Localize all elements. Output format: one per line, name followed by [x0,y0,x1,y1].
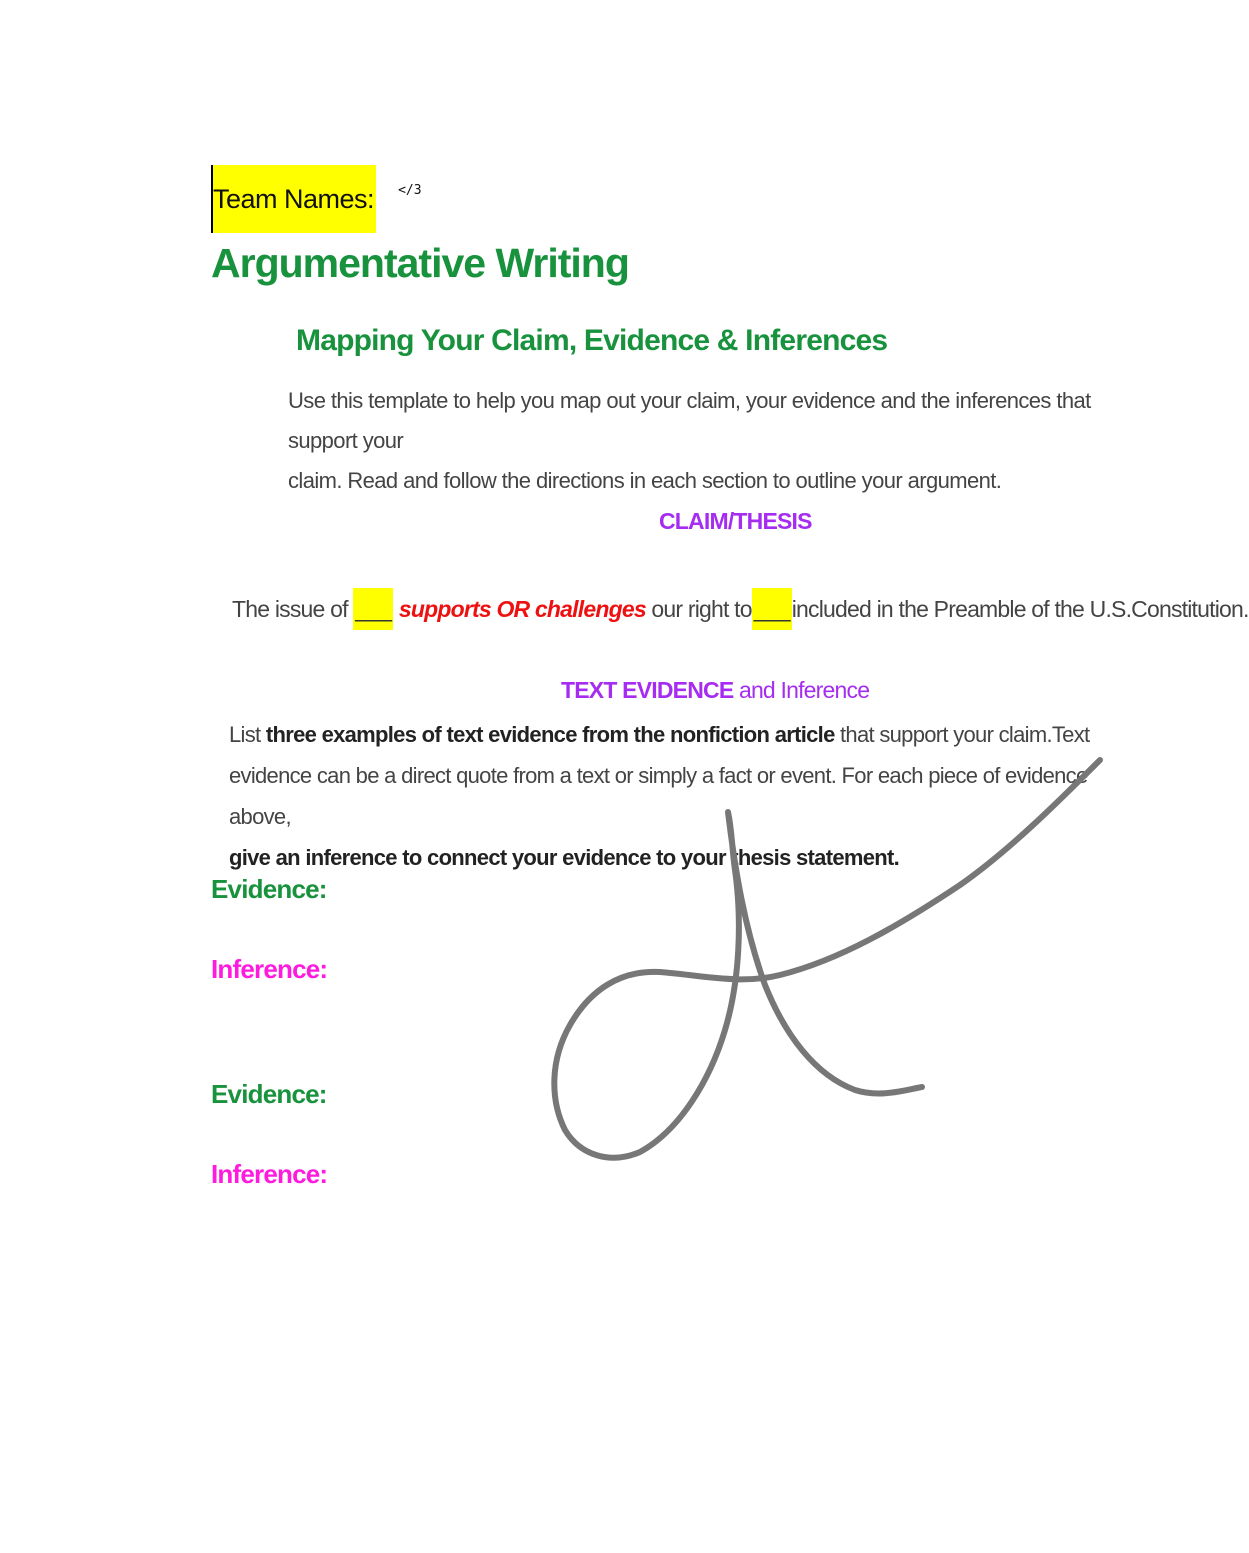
claim-text-part-1: The issue of [232,596,354,622]
evidence-heading-strong: TEXT EVIDENCE [561,677,734,703]
directions-text: List [229,722,266,747]
team-names-value[interactable]: </3 [398,182,422,198]
evidence-1-label: Evidence: [211,874,327,904]
evidence-2-label: Evidence: [211,1079,327,1109]
inference-1-label: Inference: [211,954,328,984]
evidence-heading [561,677,869,704]
team-names-label: Team Names: [211,165,376,233]
directions-line-1 [229,714,1129,755]
page-subtitle: Mapping Your Claim, Evidence & Inferences [296,324,888,357]
page-title: Argumentative Writing [211,240,629,286]
claim-blank-right[interactable]: ___ [752,588,792,630]
directions-line-3 [229,837,1129,878]
directions-bold-text: give an inference to connect your evidence to your thesis statement. [229,845,900,870]
claim-heading: CLAIM/THESIS [659,508,812,534]
claim-blank-issue[interactable]: ___ [353,588,393,630]
inference-2-label: Inference: [211,1159,328,1189]
team-names-row [211,165,422,233]
directions-bold-text: three examples of text evidence from the nonfiction article [265,722,835,747]
evidence-directions [229,714,1129,878]
intro-line-1: Use this template to help you map out your claim, your evidence and the inferences that support your [288,388,1091,453]
directions-line-2: evidence can be a direct quote from a text or simply a fact or event. For each piece of evidence above, [229,763,1088,829]
evidence-heading-rest: and Inference [733,677,870,703]
claim-text-part-3: included in the Preamble of the U.S.Constitution. [791,596,1249,622]
claim-sentence [232,588,1249,630]
claim-text-part-2: our right to [645,596,752,622]
intro-paragraph [288,381,1138,501]
intro-line-2: claim. Read and follow the directions in each section to outline your argument. [288,468,1002,493]
directions-text: that support your claim.Text [834,722,1090,747]
claim-emphasis: supports OR challenges [398,596,646,622]
